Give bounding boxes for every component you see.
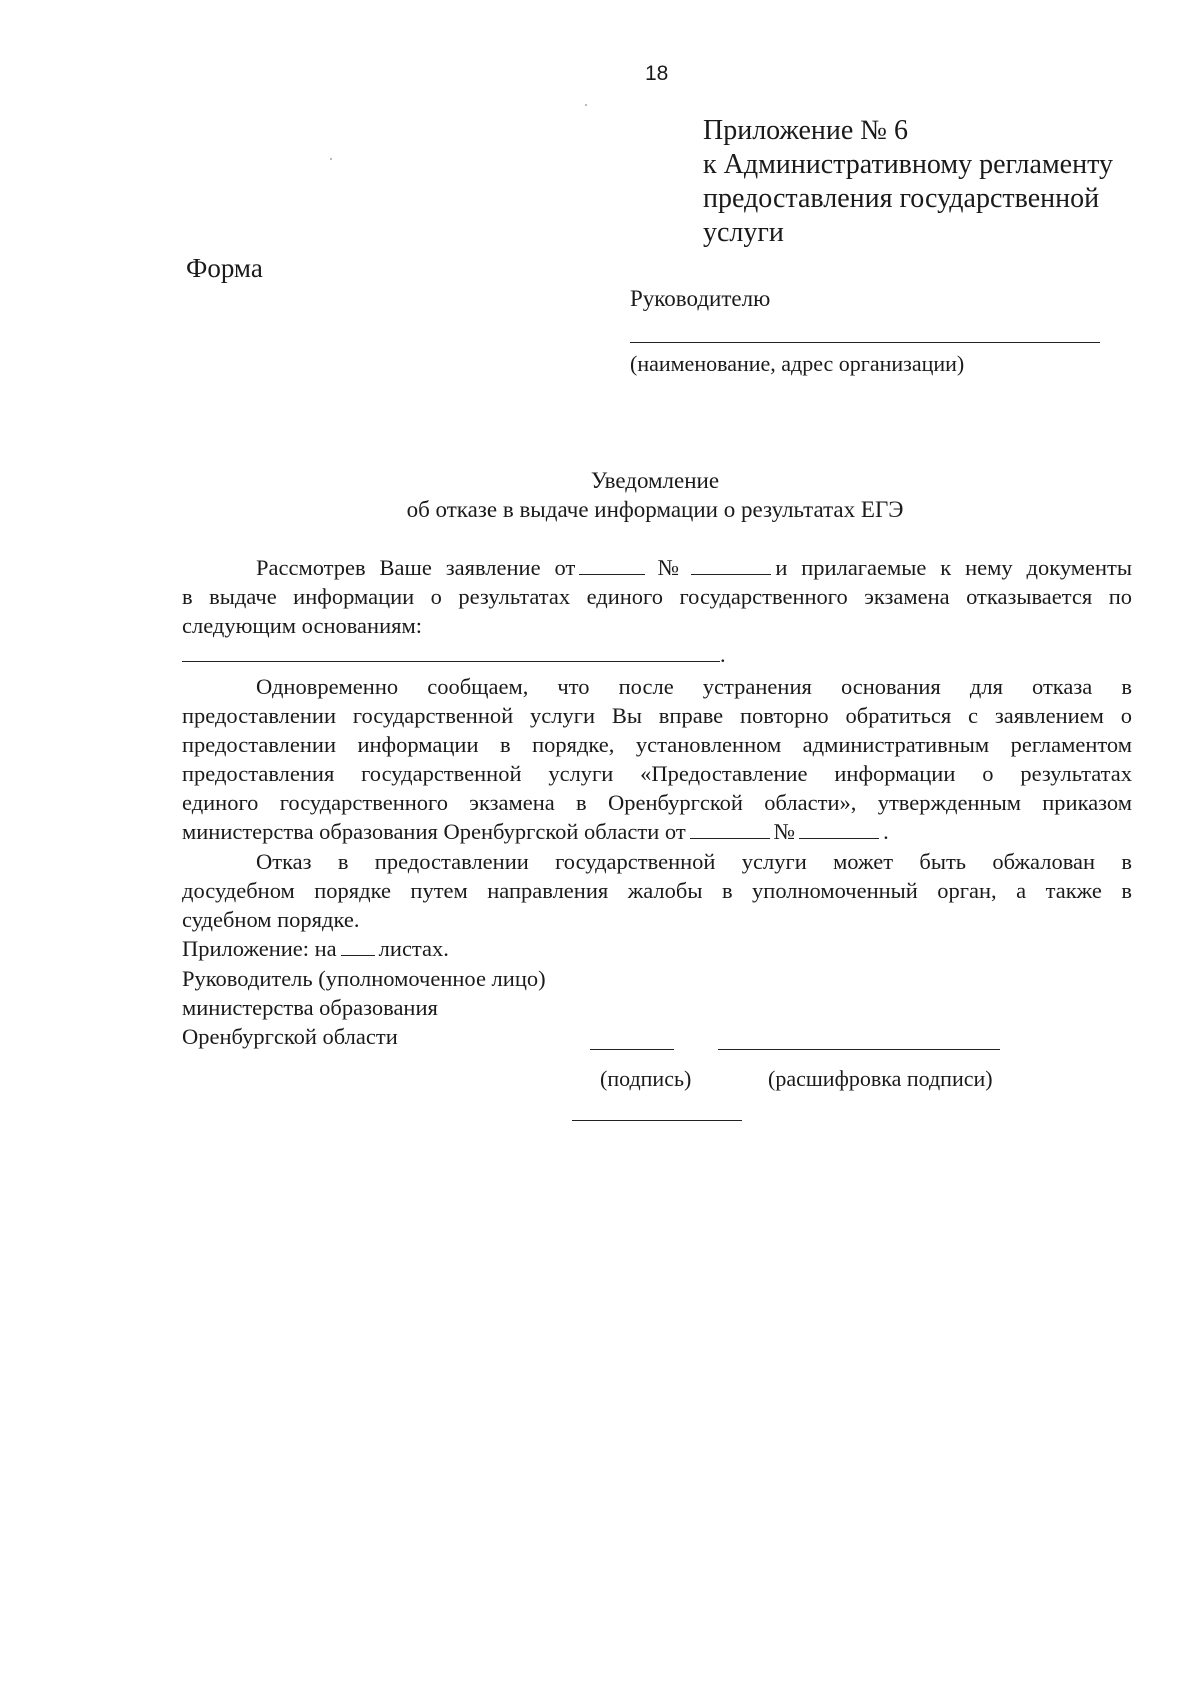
order-date-blank (690, 818, 770, 839)
signature-decoding-blank-line (718, 1049, 1000, 1050)
paragraph-line (182, 553, 1132, 582)
paragraph-line: судебном порядке. (182, 907, 360, 932)
signatory-block (182, 964, 1132, 1051)
text-fragment: Приложение: на (182, 936, 337, 961)
text-fragment: Рассмотрев Ваше заявление от (256, 555, 576, 580)
paragraph-line: досудебном порядке путем направления жалобы в уполномоченный орган, а также в (182, 878, 1132, 903)
scan-speck (585, 104, 587, 106)
text-fragment: и прилагаемые к нему документы (775, 555, 1132, 580)
document-title: Уведомление (590, 468, 720, 493)
appendix-title: Приложение № 6 (703, 115, 908, 146)
appendix-line: услуги (703, 217, 784, 248)
paragraph-line: единого государственного экзамена в Оренбургской области», утвержденным приказом (182, 790, 1132, 815)
application-date-blank (579, 554, 645, 575)
paragraph-reapply (182, 672, 1132, 846)
page-number: 18 (645, 62, 669, 85)
text-fragment: № (649, 555, 688, 580)
paragraph-line: в выдаче информации о результатах единого государственного экзамена отказывается по (182, 584, 1132, 609)
appendix-line: к Административному регламенту (703, 149, 1113, 180)
order-number-blank (799, 818, 879, 839)
text-fragment: министерства образования Оренбургской области от (182, 819, 686, 844)
text-fragment: . (720, 642, 726, 667)
recipient-label: Руководителю (630, 286, 771, 311)
signatory-line: министерства образования (182, 995, 438, 1020)
paragraph-line: предоставления государственной услуги «Предоставление информации о результатах (182, 761, 1132, 786)
recipient-blank-line (630, 342, 1100, 343)
signature-decoding-caption: (расшифровка подписи) (768, 1066, 993, 1091)
signatory-line: Оренбургской области (182, 1024, 398, 1049)
document-subtitle: об отказе в выдаче информации о результатах ЕГЭ (406, 497, 904, 522)
text-fragment: листах. (378, 936, 449, 961)
signatory-line: Руководитель (уполномоченное лицо) (182, 966, 546, 991)
paragraph-appeal (182, 847, 1132, 934)
signature-blank-line (590, 1049, 674, 1050)
date-blank-line (572, 1120, 742, 1121)
paragraph-line: предоставлении государственной услуги Вы вправе повторно обратиться с заявлением о (182, 703, 1132, 728)
paragraph-line (182, 817, 1132, 846)
text-fragment: . (883, 819, 889, 844)
signature-caption: (подпись) (600, 1066, 692, 1091)
sheet-count-blank (341, 935, 375, 956)
paragraph-line (182, 640, 1132, 669)
recipient-hint: (наименование, адрес организации) (630, 351, 965, 376)
paragraph-grounds (182, 553, 1132, 669)
scan-speck (330, 158, 332, 160)
text-fragment: № (773, 819, 796, 844)
attachment-text (182, 934, 1132, 963)
attachment-line (182, 934, 1132, 963)
paragraph-line: следующим основаниям: (182, 613, 422, 638)
paragraph-line: Одновременно сообщаем, что после устранения основания для отказа в (256, 674, 1132, 699)
grounds-blank (182, 641, 720, 662)
form-label: Форма (186, 253, 263, 283)
paragraph-line: Отказ в предоставлении государственной услуги может быть обжалован в (256, 849, 1132, 874)
paragraph-line: предоставлении информации в порядке, установленном административным регламентом (182, 732, 1132, 757)
appendix-line: предоставления государственной (703, 183, 1100, 214)
application-number-blank (691, 554, 771, 575)
